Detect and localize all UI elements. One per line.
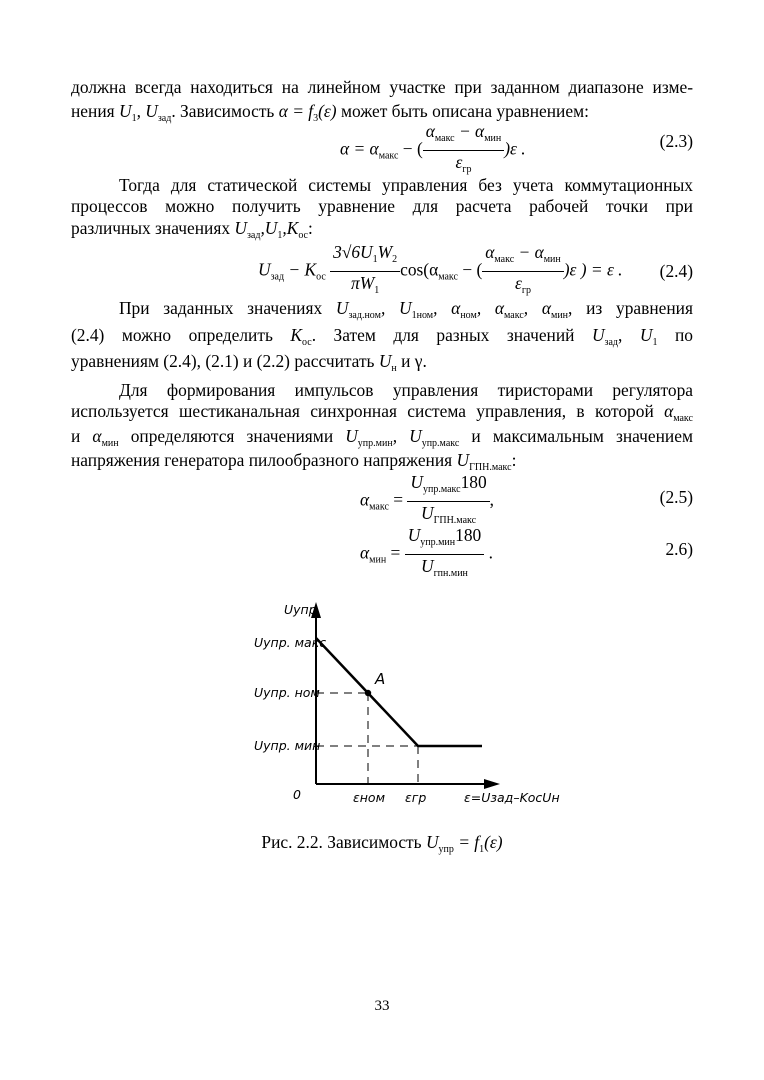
equation-2-5: $\alpha_{макс}$ = $\frac{U_{упр.макс}180}{U_{ГПН.макс}}$ , [360,472,495,526]
equation-2-3: $\alpha = \alpha_{макс}$ − ( $\frac{\alpha_{макс} - \alpha_{мин}}{\varepsilon_{гр}}$ )ε . [340,121,526,175]
characteristic-line [316,638,482,746]
x-nom-label: εном [353,790,386,805]
figure-2-2 [250,596,560,826]
text-line: Для формирования импульсов управления тиристорами регулятора [119,380,693,400]
text-line: (2.4) можно определить $K_{ос}$. Затем для разных значений $U_{зад}$, $U_1$ по [71,325,693,348]
point-a-label: A [375,670,386,688]
equation-number: (2.4) [659,261,693,281]
text-line: напряжения генератора пилообразного напряжения $U_{ГПН.макс}$: [71,450,517,473]
x-gr-label: εгр [405,790,427,805]
label-u-max: Uупр. макс [254,635,327,650]
text-line: уравнениям (2.4), (2.1) и (2.2) рассчитать $U_н$ и γ. [71,351,427,374]
label-u-min: Uупр. мин [254,738,321,753]
x-axis-arrow [484,779,500,789]
label-u-nom: Uупр. ном [254,685,320,700]
text-line: и $\alpha_{мин}$ определяются значениями $U_{упр.мин}$, $U_{упр.макс}$ и максимальным значением [71,426,693,449]
equation-number: (2.5) [659,487,693,507]
text-line: должна всегда находиться на линейном участке при заданном диапазоне изме- [71,77,693,97]
equation-2-6: $\alpha_{мин}$ = $\frac{U_{упр.мин}180}{U_{гпн.мин}}$ . [360,525,493,579]
text-line: различных значениях $U_{зад},U_1,K_{ос}$: [71,218,313,241]
figure-caption: Рис. 2.2. Зависимость $U_{упр} = f_1(\varepsilon)$ [261,832,503,855]
text-line: процессов можно получить уравнение для расчета рабочей точки при [71,196,693,216]
text-line: При заданных значениях $U_{зад.ном}$, $U_{1ном}$, $\alpha_{ном}$, $\alpha_{макс}$, $\alpha_{мин}$, из уравнения [119,298,693,321]
equation-2-4: $U_{зад} - K_{ос}$ $\frac{3√6U_1W_2}{\pi W_1}$ $\cos(\alpha_{макс}$ − ( $\frac{\alpha_{макс} - \alpha_{мин}}{\varepsilon_{гр}}$ )ε ) = ε . [258,242,623,296]
text-line: используется шестиканальная синхронная система управления, в которой $\alpha_{макс}$ [71,401,693,424]
y-axis-label: Uупр [284,602,317,617]
text-line: Тогда для статической системы управления без учета коммутационных [119,175,693,195]
point-a [365,690,371,696]
page-number: 33 [374,998,390,1014]
origin-label: 0 [293,787,301,802]
equation-number: (2.3) [659,131,693,151]
text-line: нения $U_1$, $U_{зад}$. Зависимость $\alpha = f_3(\varepsilon)$ может быть описана уравнением: [71,101,589,124]
x-axis-label: ε=Uзад–KосUн [464,790,560,805]
equation-number: 2.6) [665,539,693,559]
